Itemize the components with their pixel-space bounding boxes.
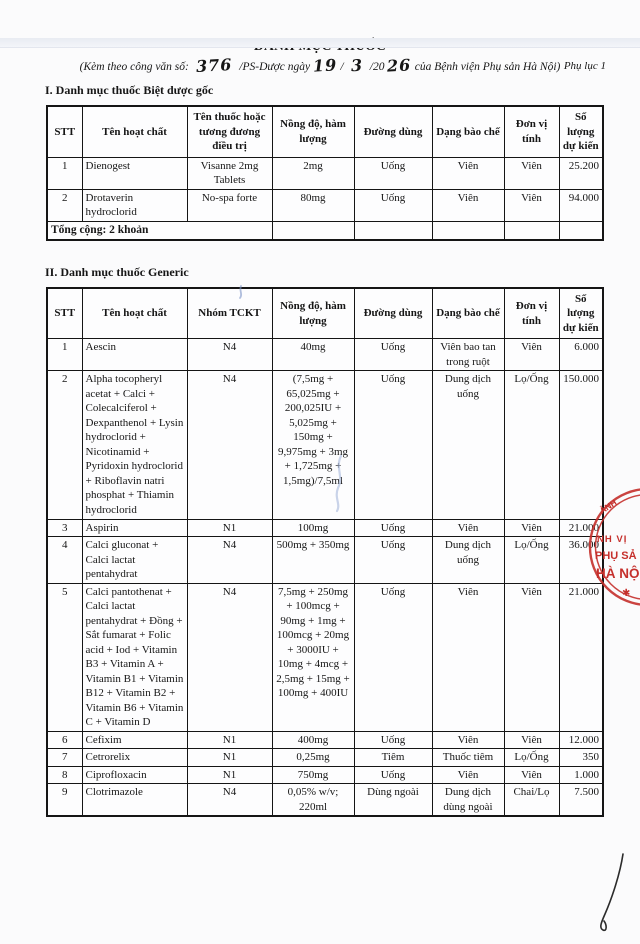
section2-heading: II. Danh mục thuốc Generic [45,265,640,280]
table-cell: 2mg [272,157,354,189]
table-cell: Uống [354,371,432,519]
table-cell: N4 [187,371,272,519]
handwritten-month: 3 [347,56,366,76]
table-cell: Uống [354,731,432,749]
table-cell: Uống [354,537,432,584]
table-cell: Alpha tocopheryl acetat + Calci + Colecalciferol + Dexpanthenol + Lysin hydroclorid + Nicotinamid + Pyridoxin hydroclorid + Riboflavin natri phosphat + Thiamin hydroclorid [82,371,187,519]
empty-cell [559,221,603,240]
stamp-line3: HÀ NỘ [596,566,640,581]
table-cell: Drotaverin hydroclorid [82,189,187,221]
table-cell: Visanne 2mg Tablets [187,157,272,189]
table-cell: Uống [354,157,432,189]
table-cell: 94.000 [559,189,603,221]
table-cell: 750mg [272,766,354,784]
table-cell: 25.200 [559,157,603,189]
table-cell: 80mg [272,189,354,221]
subtitle-mid2: /20 [370,61,385,73]
table-header-row [47,106,603,157]
table-cell: N4 [187,784,272,817]
table-cell: Viên [432,189,504,221]
table-cell: 21.000 [559,519,603,537]
table-cell: N1 [187,766,272,784]
stamp-arc-text: ẢNH [597,496,618,515]
handwritten-doc-number: 376 [192,55,235,76]
column-header: Đơn vị tính [504,288,559,339]
table-row [47,784,603,817]
column-header: STT [47,106,82,157]
table-cell: Dùng ngoài [354,784,432,817]
table-cell: Viên [432,583,504,731]
column-header: Nồng độ, hàm lượng [272,288,354,339]
annex-label: Phụ lục 1 [564,60,606,72]
table-cell: Dung dịch uống [432,371,504,519]
table-cell: Viên [432,157,504,189]
empty-cell [354,221,432,240]
table-cell: No-spa forte [187,189,272,221]
empty-cell [272,221,354,240]
handwritten-day: 19 [310,55,341,76]
table-cell: 7.500 [559,784,603,817]
table-cell: Dung dịch uống [432,537,504,584]
table-cell: Ciprofloxacin [82,766,187,784]
table-cell: N4 [187,583,272,731]
table-cell: Uống [354,189,432,221]
table-row [47,371,603,519]
table-cell: 0,05% w/v; 220ml [272,784,354,817]
empty-cell [432,221,504,240]
table-row [47,731,603,749]
table-cell: Uống [354,583,432,731]
table-cell: N1 [187,731,272,749]
brand-drug-table [46,105,604,241]
table-cell: N4 [187,339,272,371]
table-cell: Viên [432,519,504,537]
table-header-row [47,288,603,339]
table-cell: 7,5mg + 250mg + 100mcg + 90mg + 1mg + 100mcg + 20mg + 3000IU + 10mg + 4mcg + 2,5mg + 15mg + 100mg + 400IU [272,583,354,731]
table-cell: 12.000 [559,731,603,749]
table-cell: Viên [504,157,559,189]
table-cell: Viên [504,583,559,731]
table-row [47,339,603,371]
table-cell: 6.000 [559,339,603,371]
table-cell: Chai/Lọ [504,784,559,817]
table-row [47,519,603,537]
handwritten-year: 26 [384,55,415,76]
table-row [47,749,603,767]
scan-artifact-band [0,38,640,48]
table-cell: 21.000 [559,583,603,731]
table-cell: 7 [47,749,82,767]
column-header: Nồng độ, hàm lượng [272,106,354,157]
table-cell: (7,5mg + 65,025mg + 200,025IU + 5,025mg + 150mg + 9,975mg + 3mg + 1,725mg + 1,5mg)/7,5ml [272,371,354,519]
table-cell: Cetrorelix [82,749,187,767]
column-header: Tên hoạt chất [82,106,187,157]
table-cell: Viên [432,766,504,784]
subtitle-prefix: (Kèm theo công văn số: [80,61,189,73]
table-cell: Lọ/Ống [504,749,559,767]
stamp-line2: PHỤ SẢ [595,549,637,562]
column-header: Số lượng dự kiến [559,106,603,157]
table-cell: Thuốc tiêm [432,749,504,767]
table-cell: 500mg + 350mg [272,537,354,584]
column-header: Số lượng dự kiến [559,288,603,339]
table-cell: 400mg [272,731,354,749]
table-cell: 4 [47,537,82,584]
generic-drug-table [46,287,604,818]
subtitle-mid1: /PS-Dược ngày [239,61,310,73]
empty-cell [504,221,559,240]
table-cell: Lọ/Ống [504,371,559,519]
column-header: Tên thuốc hoặc tương đương điều trị [187,106,272,157]
table-cell: 5 [47,583,82,731]
table-cell: Clotrimazole [82,784,187,817]
table-cell: Aescin [82,339,187,371]
column-header: Đường dùng [354,288,432,339]
table-cell: Viên [504,189,559,221]
table-cell: 100mg [272,519,354,537]
table-cell: 1 [47,157,82,189]
stamp-star: ✱ [622,588,630,599]
table-cell: 2 [47,371,82,519]
table-cell: N1 [187,749,272,767]
table-cell: Viên [504,731,559,749]
table-cell: Dienogest [82,157,187,189]
table-row [47,537,603,584]
table-cell: Dung dịch dùng ngoài [432,784,504,817]
table-cell: 40mg [272,339,354,371]
column-header: Đường dùng [354,106,432,157]
table-cell: Viên bao tan trong ruột [432,339,504,371]
total-label: Tổng cộng: 2 khoản [47,221,272,240]
column-header: Nhóm TCKT [187,288,272,339]
table-cell: Uống [354,339,432,371]
table-footer-row [47,221,603,240]
table-cell: N1 [187,519,272,537]
table-cell: Uống [354,766,432,784]
table-row [47,189,603,221]
table-cell: Viên [432,731,504,749]
column-header: STT [47,288,82,339]
table-cell: 8 [47,766,82,784]
table-cell: 0,25mg [272,749,354,767]
pen-checkmark [592,848,634,936]
section1-heading: I. Danh mục thuốc Biệt dược gốc [45,83,640,98]
table-cell: Calci pantothenat + Calci lactat pentahydrat + Đồng + Sắt fumarat + Folic acid + Iod + Vitamin B3 + Vitamin A + Vitamin B1 + Vitamin B12 + Vitamin B2 + Vitamin B6 + Vitamin C + Vitamin D [82,583,187,731]
table-cell: Uống [354,519,432,537]
subtitle-line [0,55,640,74]
subtitle-slash: / [340,61,343,73]
column-header: Dạng bào chế [432,106,504,157]
table-cell: Viên [504,519,559,537]
table-cell: 6 [47,731,82,749]
table-row [47,766,603,784]
column-header: Dạng bào chế [432,288,504,339]
table-cell: Aspirin [82,519,187,537]
subtitle-suffix: của Bệnh viện Phụ sản Hà Nội) [415,61,561,73]
table-cell: 36.000 [559,537,603,584]
table-cell: Tiêm [354,749,432,767]
stamp-line1: NH VỊ [597,534,627,545]
table-cell: Calci gluconat + Calci lactat pentahydrat [82,537,187,584]
table-cell: 150.000 [559,371,603,519]
table-cell: Viên [504,339,559,371]
table-cell: N4 [187,537,272,584]
column-header: Đơn vị tính [504,106,559,157]
table-cell: Cefixim [82,731,187,749]
table-cell: Lọ/Ống [504,537,559,584]
table-row [47,157,603,189]
table-cell: 2 [47,189,82,221]
table-cell: 1.000 [559,766,603,784]
table-cell: Viên [504,766,559,784]
table-cell: 1 [47,339,82,371]
column-header: Tên hoạt chất [82,288,187,339]
table-cell: 3 [47,519,82,537]
table-cell: 9 [47,784,82,817]
table-row [47,583,603,731]
table-cell: 350 [559,749,603,767]
